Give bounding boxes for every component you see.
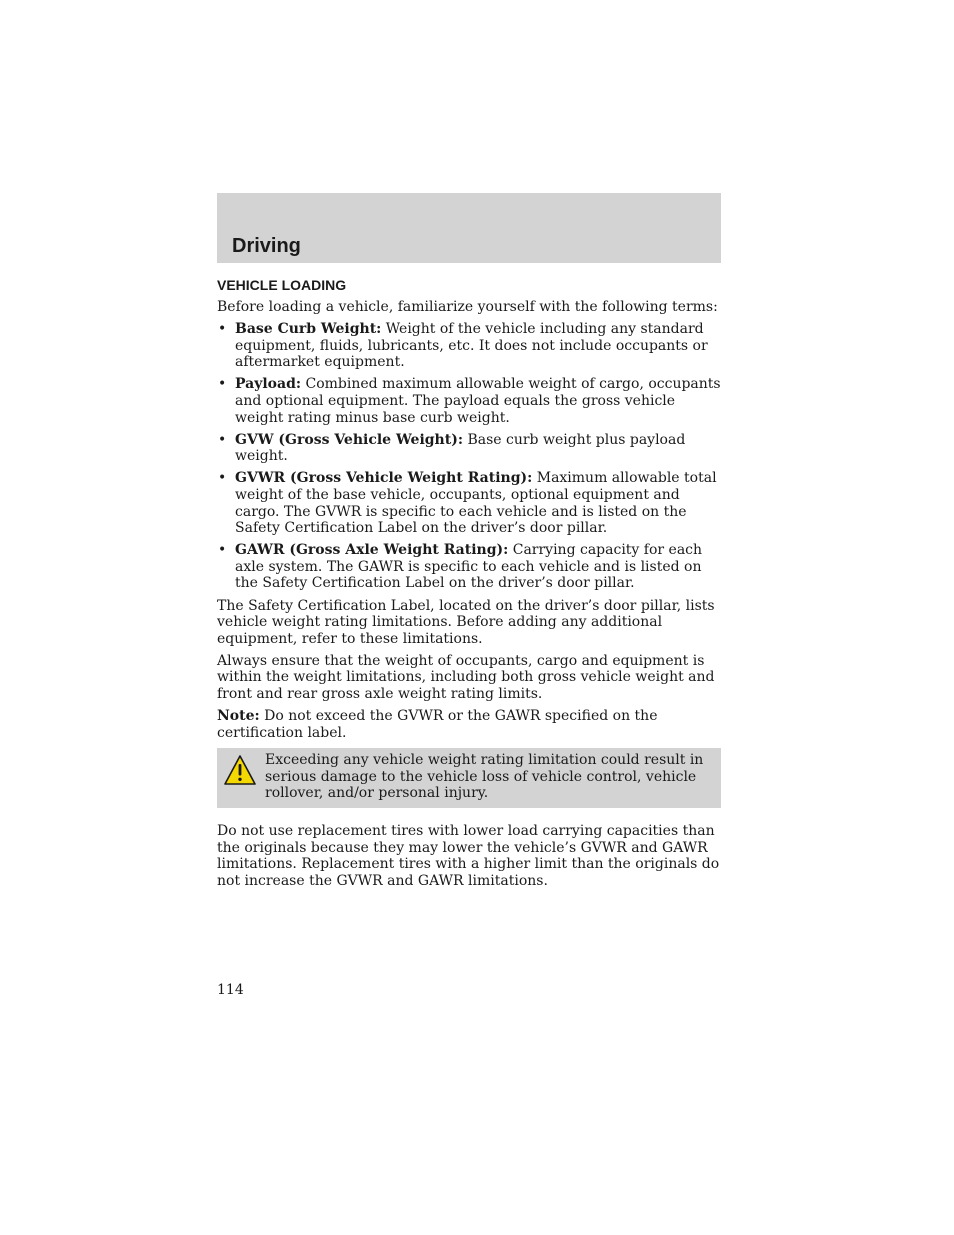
bullet: • — [218, 542, 227, 559]
list-item — [217, 321, 723, 371]
term-label: Payload: — [235, 376, 302, 393]
weight-limits-paragraph: Always ensure that the weight of occupants, cargo and equipment is within the weight limitations, including both gross vehicle weight and front and rear gross axle weight rating limits. — [217, 652, 715, 702]
note-label: Note: — [217, 708, 260, 725]
warning-triangle-icon — [223, 754, 257, 787]
section-heading: VEHICLE LOADING — [217, 277, 347, 293]
list-item — [217, 542, 723, 592]
bullet: • — [218, 431, 227, 448]
term-label: Base Curb Weight: — [235, 321, 382, 338]
term-definition: Base curb weight plus payload weight. — [235, 431, 686, 465]
term-definition: Weight of the vehicle including any standard equipment, fluids, lubricants, etc. It does not include occupants or aftermarket equipment. — [235, 321, 708, 371]
section-header-band — [217, 193, 721, 263]
term-label: GVWR (Gross Vehicle Weight Rating): — [235, 470, 533, 487]
term-definition: Maximum allowable total weight of the base vehicle, occupants, optional equipment and cargo. The GVWR is specific to each vehicle and is listed on the Safety Certification Label on the driver’s door pillar. — [235, 470, 717, 537]
term-label: GAWR (Gross Axle Weight Rating): — [235, 542, 509, 559]
term-definition: Combined maximum allowable weight of cargo, occupants and optional equipment. The payload equals the gross vehicle weight rating minus base curb weight. — [235, 376, 721, 426]
intro-paragraph: Before loading a vehicle, familiarize yourself with the following terms: — [217, 299, 718, 315]
note-text: Do not exceed the GVWR or the GAWR specified on the certification label. — [217, 708, 658, 741]
certification-paragraph: The Safety Certification Label, located on the driver’s door pillar, lists vehicle weight rating limitations. Before adding any additional equipment, refer to these limitations. — [217, 597, 715, 647]
list-item — [217, 432, 723, 465]
bullet: • — [218, 470, 227, 487]
warning-text: Exceeding any vehicle weight rating limitation could result in serious damage to the vehicle loss of vehicle control, vehicle rollover, and/or personal injury. — [265, 752, 704, 802]
replacement-tires-paragraph: Do not use replacement tires with lower load carrying capacities than the originals because they may lower the vehicle’s GVWR and GAWR limitations. Replacement tires with a higher limit than the originals do not increase the GVWR and GAWR limitations. — [217, 823, 720, 889]
bullet: • — [218, 321, 227, 338]
page-content — [217, 276, 723, 895]
bullet: • — [218, 376, 227, 393]
note-paragraph — [217, 708, 723, 741]
section-title: Driving — [232, 235, 301, 257]
list-item — [217, 470, 723, 536]
term-definition: Carrying capacity for each axle system. The GAWR is specific to each vehicle and is listed on the Safety Certification Label on the driver’s door pillar. — [235, 542, 703, 592]
list-item — [217, 376, 723, 426]
terms-list — [217, 321, 723, 592]
page-number: 114 — [217, 982, 244, 998]
warning-box — [217, 748, 721, 808]
term-label: GVW (Gross Vehicle Weight): — [235, 431, 463, 448]
